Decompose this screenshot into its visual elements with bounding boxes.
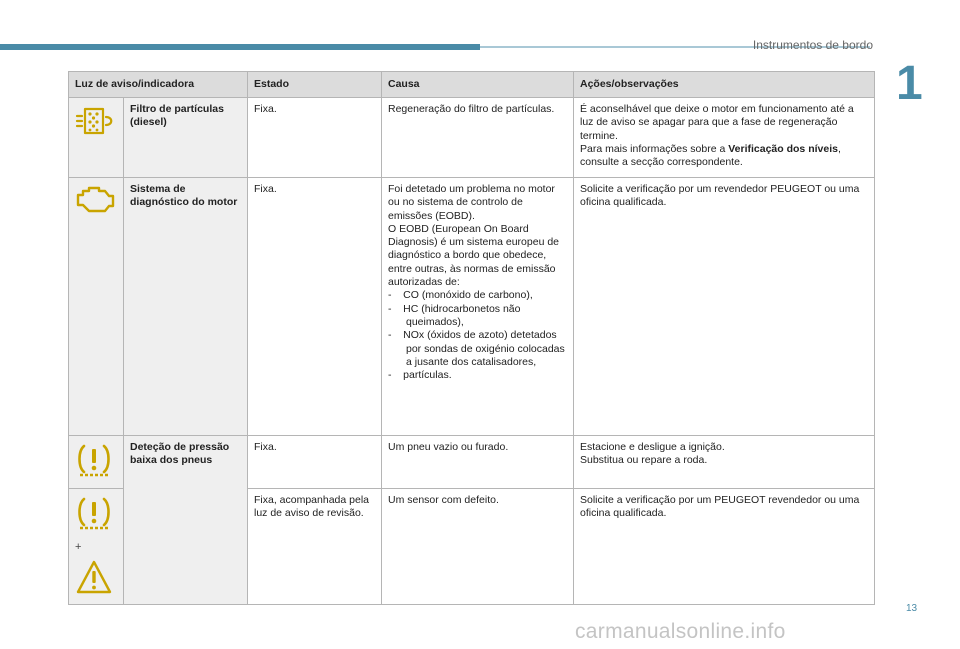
icon-cell (69, 436, 124, 489)
chapter-number: 1 (896, 57, 923, 110)
action-text: Substitua ou repare a roda. (580, 454, 708, 467)
column-header-light: Luz de aviso/indicadora (69, 72, 248, 98)
particle-filter-icon (75, 103, 115, 139)
table-header-row (69, 72, 875, 98)
table-row (69, 178, 875, 436)
tyre-pressure-icon (75, 441, 113, 479)
action-text: É aconselhável que deixe o motor em funcionamento até a luz de aviso se apagar para que a fase de regeneração termine. (580, 103, 854, 142)
action-cell (574, 436, 875, 489)
plus-sign: + (75, 541, 82, 554)
state-cell: Fixa. (248, 178, 382, 436)
warning-triangle-icon (75, 559, 113, 595)
list-item: - CO (monóxido de carbono), (388, 289, 533, 302)
action-cell: Solicite a verificação por um revendedor PEUGEOT ou uma oficina qualificada. (574, 178, 875, 436)
cause-text: Foi detetado um problema no motor ou no sistema de controlo de emissões (EOBD). (388, 183, 555, 222)
action-cell: Solicite a verificação por um PEUGEOT revendedor ou uma oficina qualificada. (574, 489, 875, 605)
warning-lights-table (68, 71, 875, 605)
watermark: carmanualsonline.info (575, 620, 786, 643)
column-header-state: Estado (248, 72, 382, 98)
action-text: , consulte a secção correspondente. (580, 142, 841, 169)
icon-cell (69, 178, 124, 436)
levels-check-reference: Verificação dos níveis (728, 142, 838, 155)
light-name: Filtro de partículas (diesel) (124, 98, 248, 178)
icon-cell (69, 98, 124, 178)
section-title: Instrumentos de bordo (752, 38, 873, 52)
state-cell: Fixa. (248, 98, 382, 178)
cause-cell: Um pneu vazio ou furado. (382, 436, 574, 489)
list-item: - partículas. (388, 369, 452, 382)
cause-cell: Um sensor com defeito. (382, 489, 574, 605)
list-item: - HC (hidrocarbonetos não queimados), (388, 302, 521, 328)
light-name: Sistema de diagnóstico do motor (124, 178, 248, 436)
tyre-pressure-icon (75, 494, 113, 532)
page-number: 13 (906, 603, 918, 614)
action-text: Para mais informações sobre a (580, 142, 729, 155)
header-accent-bar (0, 44, 480, 50)
table-row (69, 436, 875, 489)
light-name: Deteção de pressão baixa dos pneus (124, 436, 248, 605)
action-text: Estacione e desligue a ignição. (580, 441, 725, 453)
table-row (69, 98, 875, 178)
cause-text: O EOBD (European On Board Diagnosis) é um sistema europeu de diagnóstico a bordo que obedece, entre outras, às normas de emissão autorizadas de: (388, 222, 560, 289)
list-item: - NOx (óxidos de azoto) detetados por sondas de oxigénio colocadas a jusante dos catalisadores, (388, 329, 565, 368)
column-header-actions: Ações/observações (574, 72, 875, 98)
column-header-cause: Causa (382, 72, 574, 98)
cause-cell: Regeneração do filtro de partículas. (382, 98, 574, 178)
icon-cell (69, 489, 124, 605)
engine-check-icon (75, 183, 117, 217)
cause-cell (382, 178, 574, 436)
state-cell: Fixa. (248, 436, 382, 489)
action-cell (574, 98, 875, 178)
state-cell: Fixa, acompanhada pela luz de aviso de revisão. (248, 489, 382, 605)
